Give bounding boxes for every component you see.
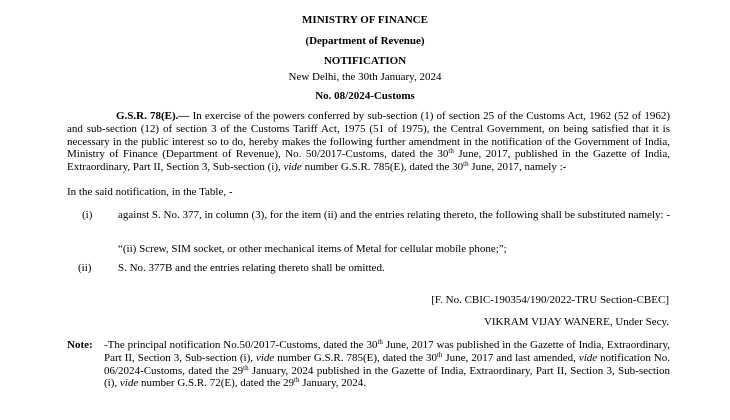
notification-heading: NOTIFICATION bbox=[323, 55, 407, 67]
item-number: (ii) bbox=[78, 262, 92, 274]
gsr-number: G.S.R. 78(E).— bbox=[116, 110, 190, 122]
item-text: S. No. 377B and the entries relating thereto shall be omitted. bbox=[118, 262, 385, 274]
note-label: Note: bbox=[67, 339, 93, 351]
item-number: (i) bbox=[82, 209, 93, 221]
item-text: against S. No. 377, in column (3), for the item (ii) and the entries relating thereto, the following shall be substituted namely: - bbox=[118, 209, 671, 221]
preamble-paragraph: G.S.R. 78(E).— In exercise of the powers conferred by sub-section (1) of section 25 of the Customs Act, 1962 (52 of 1962) and sub-section (12) of section 3 of the Customs Tariff Act, 1975 (51 of 1975), the Central Government, on being satisfied that it is necessary in the public interest so to do, hereby makes the following further amendment in the notification of the Government of India, Ministry of Finance (Department of Revenue), No. 50/2017-Customs, dated the 30th June, 2017, published in the Gazette of India, Extraordinary, Part II, Section 3, Sub-section (i), vide number G.S.R. 785(E), dated the 30th June, 2017, namely :- bbox=[67, 110, 671, 174]
department-heading: (Department of Revenue) bbox=[305, 35, 425, 47]
notification-number: No. 08/2024-Customs bbox=[315, 90, 415, 102]
intro-line: In the said notification, in the Table, - bbox=[67, 186, 233, 198]
signatory: VIKRAM VIJAY WANERE, Under Secy. bbox=[483, 316, 669, 328]
file-reference: [F. No. CBIC-190354/190/2022-TRU Section-CBEC] bbox=[431, 294, 669, 306]
place-date: New Delhi, the 30th January, 2024 bbox=[288, 71, 442, 83]
ministry-heading: MINISTRY OF FINANCE bbox=[302, 14, 428, 26]
quoted-entry: “(ii) Screw, SIM socket, or other mechanical items of Metal for cellular mobile phone;”; bbox=[118, 243, 507, 255]
note-text: -The principal notification No.50/2017-Customs, dated the 30th June, 2017 was published in the Gazette of India, Extraordinary, Part II, Section 3, Sub-section (i), vide number G.S.R. 785(E), dated the 30th June, 2017 and last amended, vide notification No. 06/2024-Customs, dated the 29th January, 2024 published in the Gazette of India, Extraordinary, Part II, Section 3, Sub-section (i), vide number G.S.R. 72(E), dated the 29th January, 2024. bbox=[104, 338, 670, 390]
